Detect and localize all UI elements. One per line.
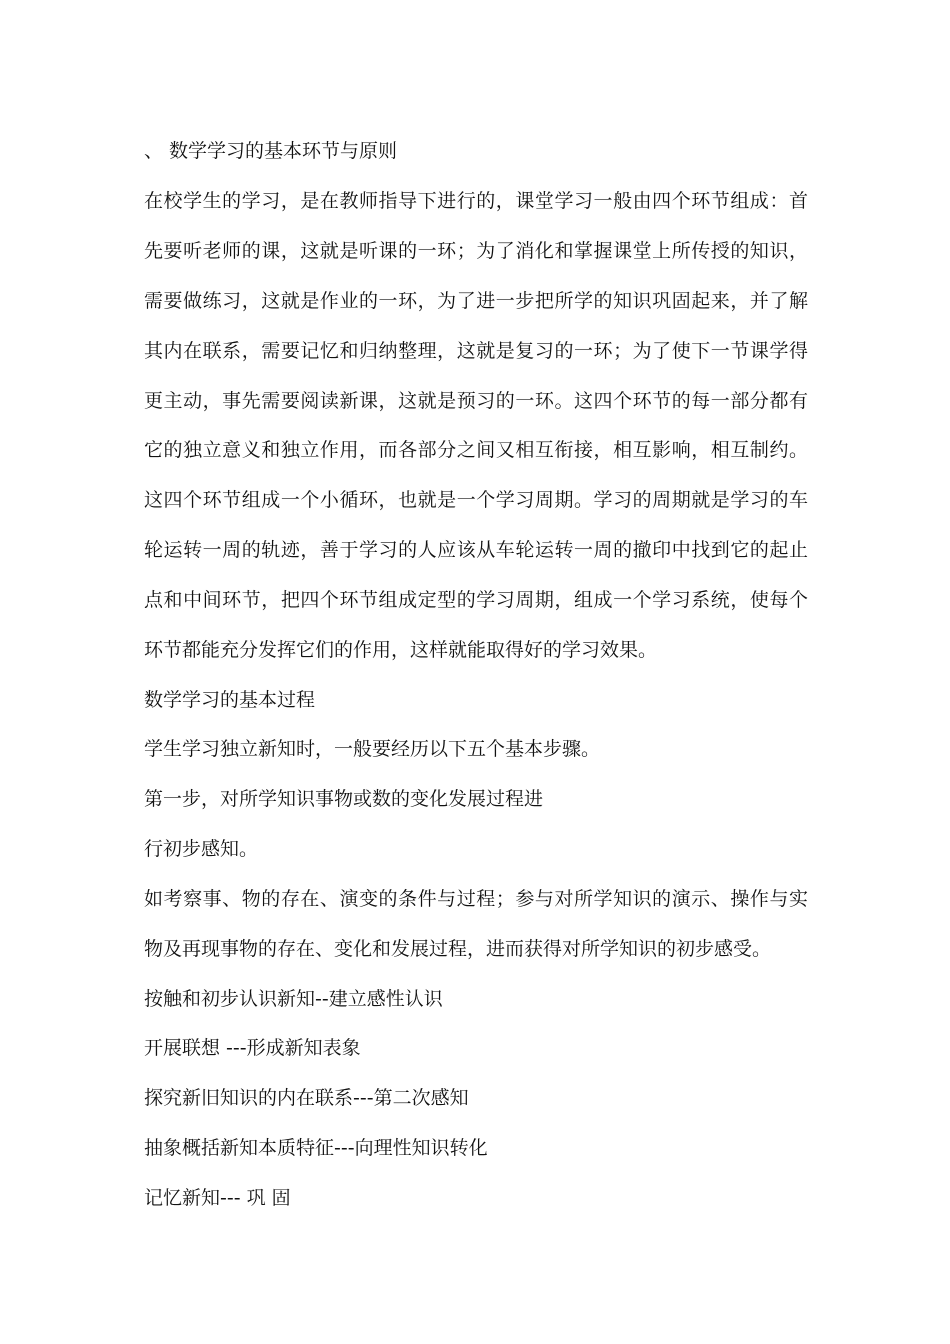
example-line: 如考察事、物的存在、演变的条件与过程；参与对所学知识的演示、操作与实: [144, 888, 808, 910]
step-item: 探究新旧知识的内在联系---第二次感知: [144, 1087, 469, 1109]
step-item: 记忆新知--- 巩 固: [144, 1187, 291, 1209]
paragraph-line: 更主动，事先需要阅读新课，这就是预习的一环。这四个环节的每一部分都有: [144, 390, 808, 412]
paragraph-line: 环节都能充分发挥它们的作用，这样就能取得好的学习效果。: [144, 639, 658, 661]
example-line: 物及再现事物的存在、变化和发展过程，进而获得对所学知识的初步感受。: [144, 938, 772, 960]
paragraph-line: 这四个环节组成一个小循环，也就是一个学习周期。学习的周期就是学习的车: [144, 489, 808, 511]
step-item: 抽象概括新知本质特征---向理性知识转化: [144, 1137, 488, 1159]
section-heading: 、 数学学习的基本环节与原则: [144, 140, 398, 162]
paragraph-line: 其内在联系，需要记忆和归纳整理，这就是复习的一环；为了使下一节课学得: [144, 340, 808, 362]
intro-text: 学生学习独立新知时，一般要经历以下五个基本步骤。: [144, 738, 601, 760]
step-item: 按触和初步认识新知--建立感性认识: [144, 988, 443, 1010]
paragraph-line: 点和中间环节，把四个环节组成定型的学习周期，组成一个学习系统，使每个: [144, 589, 808, 611]
paragraph-line: 先要听老师的课，这就是听课的一环；为了消化和掌握课堂上所传授的知识，: [144, 240, 808, 262]
paragraph-line: 在校学生的学习，是在教师指导下进行的，课堂学习一般由四个环节组成：首: [144, 190, 808, 212]
paragraph-line: 需要做练习，这就是作业的一环，为了进一步把所学的知识巩固起来，并了解: [144, 290, 808, 312]
paragraph-line: 轮运转一周的轨迹，善于学习的人应该从车轮运转一周的撤印中找到它的起止: [144, 539, 808, 561]
paragraph-line: 它的独立意义和独立作用，而各部分之间又相互衔接，相互影响，相互制约。: [144, 439, 808, 461]
step1-line: 第一步，对所学知识事物或数的变化发展过程进: [144, 788, 544, 810]
step-item: 开展联想 ---形成新知表象: [144, 1037, 361, 1059]
subheading: 数学学习的基本过程: [144, 689, 316, 711]
step1-line: 行初步感知。: [144, 838, 259, 860]
